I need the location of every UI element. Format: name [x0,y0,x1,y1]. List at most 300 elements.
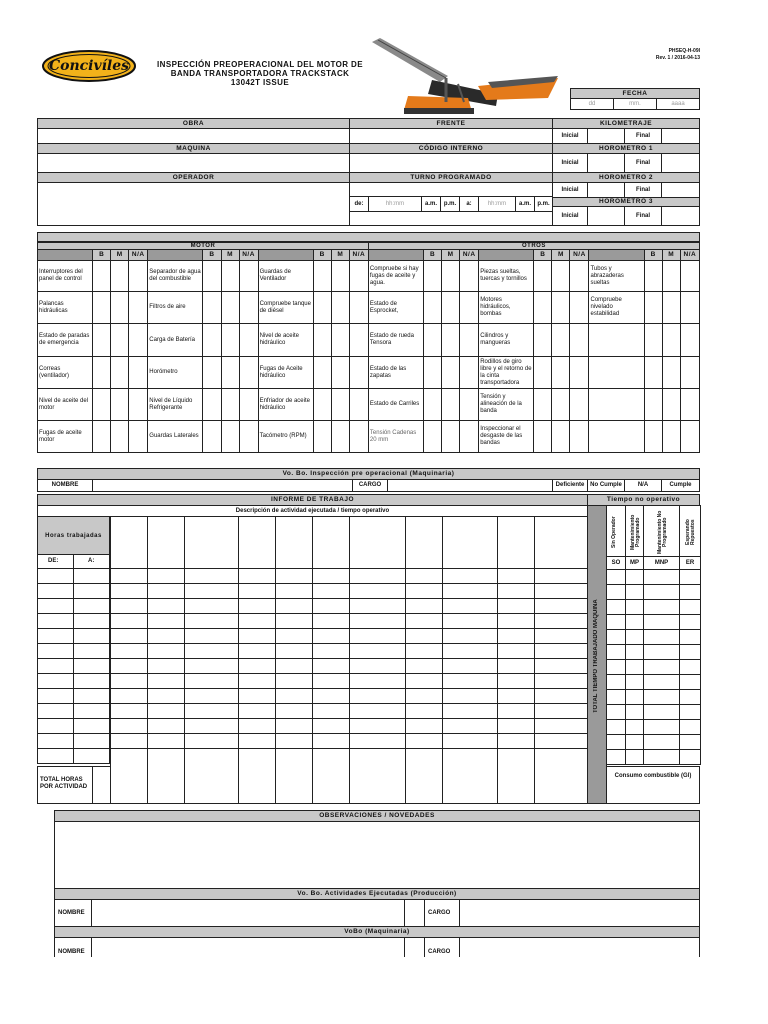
nonop-cell[interactable] [679,599,701,615]
checklist-check-cell[interactable] [644,292,662,324]
checklist-check-cell[interactable] [424,261,442,292]
vobo-act-spacer [404,899,425,927]
checklist-check-cell[interactable] [570,324,589,357]
nonop-cell[interactable] [625,599,644,615]
nonop-cell[interactable] [643,614,680,630]
nonop-cell[interactable] [606,734,626,750]
checklist-item-label: Tacómetro (RPM) [258,421,313,453]
nonop-cell[interactable] [679,614,701,630]
h3-final-field[interactable] [661,206,700,226]
checklist-item-label: Estado de las zapatas [368,357,423,389]
nonop-cell[interactable] [606,599,626,615]
checklist-check-cell[interactable] [331,292,349,324]
checklist-check-cell[interactable] [349,292,368,324]
checklist-check-cell[interactable] [239,292,258,324]
checklist-check-cell[interactable] [331,421,349,453]
checklist-check-cell[interactable] [442,357,460,389]
checklist-item-label: Tubos y abrazaderas sueltas [589,261,644,292]
km-inicial-field[interactable] [587,128,625,144]
checklist-check-cell[interactable] [662,421,680,453]
checklist-check-cell[interactable] [111,357,129,389]
operador-field[interactable] [37,182,350,226]
total-horas-label: TOTAL HORAS POR ACTIVIDAD [37,766,93,804]
checklist-check-cell[interactable] [221,357,239,389]
checklist-check-cell[interactable] [93,421,111,453]
checklist-check-cell[interactable] [424,357,442,389]
checklist-check-cell[interactable] [534,357,552,389]
checklist-item-label: Fugas de aceite motor [38,421,93,453]
checklist-check-cell[interactable] [534,292,552,324]
maquina-field[interactable] [37,153,350,173]
doc-revision: Rev. 1 / 2016-04-13 [655,55,700,61]
observaciones-field[interactable] [54,821,700,889]
activity-column[interactable] [497,516,535,804]
turno-a-am[interactable]: a.m. [515,196,535,212]
nonop-cell[interactable] [606,569,626,585]
checklist-check-cell[interactable] [662,261,680,292]
checklist-check-cell[interactable] [111,421,129,453]
nonop-cell[interactable] [643,674,680,690]
activity-column[interactable] [110,516,148,804]
checklist-check-cell[interactable] [203,324,221,357]
vobo1-nombre-label: NOMBRE [37,479,93,492]
checklist-check-cell[interactable] [460,357,479,389]
checklist-item-label: Horómetro [148,357,203,389]
a-time-cell[interactable] [73,688,110,704]
checklist-item-label [589,421,644,453]
activity-column[interactable] [275,516,313,804]
frente-header: FRENTE [349,118,553,129]
observaciones-header: OBSERVACIONES / NOVEDADES [54,810,700,822]
checklist-check-cell[interactable] [111,389,129,421]
checklist-check-cell[interactable] [534,389,552,421]
activity-row-line [110,568,588,569]
checklist-check-cell[interactable] [460,389,479,421]
de-time-cell[interactable] [37,658,74,674]
nonop-col-header [606,505,626,557]
activity-row-line [110,583,588,584]
km-inicial-label: Inicial [552,128,588,144]
checklist-check-cell[interactable] [460,261,479,292]
nonop-cell[interactable] [643,734,680,750]
checklist-check-cell[interactable] [239,324,258,357]
turno-a-pm[interactable]: p.m. [534,196,553,212]
nonop-cell[interactable] [625,749,644,765]
checklist-check-cell[interactable] [203,421,221,453]
h2-inicial-field[interactable] [587,182,625,198]
nonop-cell[interactable] [679,719,701,735]
checklist-item-label [589,324,644,357]
checklist-check-cell[interactable] [203,261,221,292]
checklist-item-label: Guardas de Ventilador [258,261,313,292]
nonop-cell[interactable] [679,584,701,600]
checklist-check-cell[interactable] [313,421,331,453]
checklist-check-cell[interactable] [313,292,331,324]
vobo-act-nombre-label: NOMBRE [54,899,92,927]
de-time-cell[interactable] [37,718,74,734]
horometro2-header: HOROMETRO 2 [552,172,700,183]
de-time-cell[interactable] [37,688,74,704]
turno-de-pm[interactable]: p.m. [440,196,460,212]
de-time-cell[interactable] [37,673,74,689]
nonop-cell[interactable] [679,629,701,645]
checklist-table [37,242,700,453]
checklist-check-cell[interactable] [680,292,699,324]
checklist-item-label: Tensión y alineación de la banda [479,389,534,421]
de-time-cell[interactable] [37,583,74,599]
nonop-cell[interactable] [625,629,644,645]
checklist-check-cell[interactable] [460,421,479,453]
nonop-col-label: Mantenimiento Programado [629,514,641,550]
vobo1-nombre-field[interactable] [92,479,353,492]
nonop-cell[interactable] [679,704,701,720]
checklist-check-cell[interactable] [644,261,662,292]
checklist-check-cell[interactable] [111,261,129,292]
codigo-field[interactable] [349,153,553,173]
a-time-cell[interactable] [73,613,110,629]
checklist-check-cell[interactable] [349,324,368,357]
activity-row-line [110,643,588,644]
checklist-item-label [589,389,644,421]
horometro1-header: HOROMETRO 1 [552,143,700,154]
checklist-check-cell[interactable] [424,324,442,357]
checklist-check-cell[interactable] [331,324,349,357]
de-time-cell[interactable] [37,628,74,644]
de-time-cell[interactable] [37,598,74,614]
checklist-check-cell[interactable] [680,421,699,453]
activity-column[interactable] [442,516,498,804]
frente-field[interactable] [349,128,553,144]
checklist-row [38,324,700,357]
fecha-dd[interactable]: dd [570,98,614,110]
nonop-cell[interactable] [625,644,644,660]
checklist-check-cell[interactable] [239,261,258,292]
checklist-item-label: Estado de rueda Tensora [368,324,423,357]
a-time-cell[interactable] [73,703,110,719]
vobo-act-nombre-field[interactable] [91,899,405,927]
vobo-maq-spacer [404,937,425,957]
km-final-label: Final [624,128,662,144]
checklist-check-cell[interactable] [570,421,589,453]
checklist-check-cell[interactable] [129,357,148,389]
checklist-check-cell[interactable] [203,389,221,421]
checklist-check-cell[interactable] [424,421,442,453]
a-time-cell[interactable] [73,718,110,734]
checklist-check-cell[interactable] [680,389,699,421]
activity-row-line [110,748,588,749]
checklist-check-cell[interactable] [331,261,349,292]
turno-a-time[interactable]: hh:mm [478,196,516,212]
na-label[interactable]: N/A [624,479,662,492]
nonop-cell[interactable] [625,569,644,585]
activity-row-line [110,688,588,689]
checklist-check-cell[interactable] [313,389,331,421]
obra-header: OBRA [37,118,350,129]
checklist-check-cell[interactable] [442,292,460,324]
vobo-maq-nombre-field[interactable] [91,937,405,957]
total-horas-field[interactable] [92,766,111,804]
h2-final-field[interactable] [661,182,700,198]
activity-column[interactable] [147,516,185,804]
nonop-cell[interactable] [625,614,644,630]
checklist-check-cell[interactable] [111,324,129,357]
h1-inicial-field[interactable] [587,153,625,173]
fecha-mm[interactable]: mm. [613,98,657,110]
informe-grid [37,516,588,804]
nonop-cell[interactable] [606,659,626,675]
activity-column[interactable] [405,516,443,804]
checklist-check-cell[interactable] [662,324,680,357]
nonop-code: ER [679,556,701,570]
nonop-cell[interactable] [643,719,680,735]
checklist-check-cell[interactable] [203,357,221,389]
checklist-check-cell[interactable] [460,292,479,324]
checklist-check-cell[interactable] [239,421,258,453]
nonop-cell[interactable] [679,734,701,750]
cumple-label[interactable]: Cumple [661,479,700,492]
checklist-item-label: Compruebe tanque de diésel [258,292,313,324]
checklist-check-cell[interactable] [680,324,699,357]
nonop-cell[interactable] [606,749,626,765]
a-time-cell[interactable] [73,673,110,689]
checklist-check-cell[interactable] [570,357,589,389]
nonop-cell[interactable] [606,614,626,630]
turno-de-time[interactable]: hh:mm [368,196,422,212]
de-time-cell[interactable] [37,733,74,749]
a-label: A: [73,554,110,569]
nonop-cell[interactable] [606,584,626,600]
nonop-cell[interactable] [679,689,701,705]
checklist-check-cell[interactable] [644,357,662,389]
nonop-cell[interactable] [679,644,701,660]
checklist-check-cell[interactable] [129,421,148,453]
nonop-cell[interactable] [679,749,701,765]
checklist-check-cell[interactable] [349,261,368,292]
checklist-check-cell[interactable] [662,292,680,324]
checklist-check-cell[interactable] [239,389,258,421]
activity-row-line [110,733,588,734]
km-final-field[interactable] [661,128,700,144]
vobo-act-cargo-field[interactable] [459,899,700,927]
checklist-item-label: Motores hidráulicos, bombas [479,292,534,324]
checklist-check-cell[interactable] [680,261,699,292]
nonop-cell[interactable] [643,599,680,615]
obra-field[interactable] [37,128,350,144]
nonop-cell[interactable] [625,719,644,735]
checklist-item-label: Carga de Batería [148,324,203,357]
h1-inicial-label: Inicial [552,153,588,173]
checklist-check-cell[interactable] [534,261,552,292]
checklist-check-cell[interactable] [552,292,570,324]
nonop-cell[interactable] [643,629,680,645]
checklist-row [38,292,700,324]
nonop-col-header [679,505,701,557]
nonop-cell[interactable] [679,569,701,585]
checklist-item-label: Guardas Laterales [148,421,203,453]
h3-inicial-field[interactable] [587,206,625,226]
de-time-cell[interactable] [37,568,74,584]
a-time-cell[interactable] [73,568,110,584]
checklist-check-cell[interactable] [552,357,570,389]
activity-column[interactable] [238,516,276,804]
nonop-cell[interactable] [606,674,626,690]
checklist-check-cell[interactable] [552,421,570,453]
a-time-cell[interactable] [73,658,110,674]
a-time-cell[interactable] [73,598,110,614]
checklist-check-cell[interactable] [93,324,111,357]
turno-a-label: a: [459,196,479,212]
checklist-item-label: Tensión Cadenas 20 mm [368,421,423,453]
de-time-cell[interactable] [37,703,74,719]
nonop-cell[interactable] [606,704,626,720]
turno-de-am[interactable]: a.m. [421,196,441,212]
nonop-cell[interactable] [643,704,680,720]
nonop-cell[interactable] [625,734,644,750]
fecha-aaaa[interactable]: aaaa [656,98,700,110]
h3-inicial-label: Inicial [552,206,588,226]
nonop-cell[interactable] [606,719,626,735]
checklist-check-cell[interactable] [460,324,479,357]
vobo1-cargo-field[interactable] [387,479,553,492]
checklist-check-cell[interactable] [442,421,460,453]
nonop-cell[interactable] [643,584,680,600]
activity-column[interactable] [184,516,239,804]
nonop-cell[interactable] [643,644,680,660]
checklist-check-cell[interactable] [221,292,239,324]
checklist-check-cell[interactable] [552,324,570,357]
checklist-item-label: Estado de Esprocket, [368,292,423,324]
nonop-cell[interactable] [625,689,644,705]
checklist-check-cell[interactable] [570,389,589,421]
checklist-row [38,357,700,389]
checklist-check-cell[interactable] [424,389,442,421]
de-time-cell[interactable] [37,643,74,659]
logo-text: Concivíles [48,58,130,74]
checklist-row [38,261,700,292]
nonop-cell[interactable] [625,704,644,720]
checklist-item-label: Compruebe nivelado estabilidad [589,292,644,324]
checklist-item-label: Estado de Carriles [368,389,423,421]
nonop-cell[interactable] [643,689,680,705]
nonop-cell[interactable] [606,689,626,705]
activity-row-line [110,673,588,674]
nonop-cell[interactable] [643,659,680,675]
checklist-check-cell[interactable] [442,389,460,421]
checklist-check-cell[interactable] [111,292,129,324]
vobo-maq-nombre-label: NOMBRE [54,937,92,957]
nonop-cell[interactable] [625,674,644,690]
nonop-cell[interactable] [679,674,701,690]
checklist-check-cell[interactable] [570,261,589,292]
checklist-item-label: Estado de paradas de emergencia [38,324,93,357]
checklist-check-cell[interactable] [129,324,148,357]
checklist-item-label: Nivel de aceite hidráulico [258,324,313,357]
nonop-cell[interactable] [625,584,644,600]
no-cumple-label[interactable]: No Cumple [587,479,625,492]
checklist-check-cell[interactable] [331,357,349,389]
checklist-check-cell[interactable] [93,292,111,324]
checklist-check-cell[interactable] [221,324,239,357]
activity-column[interactable] [312,516,350,804]
nonop-cell[interactable] [643,569,680,585]
checklist-check-cell[interactable] [662,357,680,389]
checklist-check-cell[interactable] [129,389,148,421]
checklist-check-cell[interactable] [93,261,111,292]
checklist-check-cell[interactable] [570,292,589,324]
checklist-item-label: Piezas sueltas, tuercas y tornillos [479,261,534,292]
h1-final-label: Final [624,153,662,173]
h2-final-label: Final [624,182,662,198]
activity-column[interactable] [349,516,406,804]
checklist-check-cell[interactable] [313,324,331,357]
activity-column[interactable] [534,516,589,804]
checklist-check-cell[interactable] [442,324,460,357]
checklist-check-cell[interactable] [239,357,258,389]
checklist-check-cell[interactable] [221,261,239,292]
checklist-item-label: Palancas hidráulicas [38,292,93,324]
checklist-check-cell[interactable] [221,421,239,453]
deficiente-label[interactable]: Deficiente [552,479,588,492]
de-time-cell[interactable] [37,748,74,764]
checklist-check-cell[interactable] [442,261,460,292]
a-time-cell[interactable] [73,628,110,644]
vobo1-cargo-label: CARGO [352,479,388,492]
nonop-col-label: Mantenimiento No Programado [656,510,668,554]
checklist-check-cell[interactable] [644,389,662,421]
nonop-cell[interactable] [643,749,680,765]
checklist-check-cell[interactable] [93,389,111,421]
checklist-check-cell[interactable] [644,421,662,453]
h1-final-field[interactable] [661,153,700,173]
vobo-inspeccion-header: Vo. Bo. Inspección pre operacional (Maquinaria) [37,468,700,480]
checklist-check-cell[interactable] [93,357,111,389]
a-time-cell[interactable] [73,748,110,764]
vobo-maq-cargo-label: CARGO [424,937,460,957]
vobo-maq-cargo-field[interactable] [459,937,700,957]
checklist-check-cell[interactable] [552,261,570,292]
checklist-check-cell[interactable] [349,357,368,389]
checklist-check-cell[interactable] [552,389,570,421]
checklist-check-cell[interactable] [221,389,239,421]
checklist-check-cell[interactable] [349,389,368,421]
checklist-check-cell[interactable] [349,421,368,453]
checklist-check-cell[interactable] [534,421,552,453]
horometro3-header: HOROMETRO 3 [552,197,700,207]
nonop-cell[interactable] [606,629,626,645]
nonop-cell[interactable] [625,659,644,675]
nonop-cell[interactable] [606,644,626,660]
checklist-check-cell[interactable] [129,292,148,324]
checklist-item-label: Interruptores del panel de control [38,261,93,292]
checklist-check-cell[interactable] [313,261,331,292]
nonop-cell[interactable] [679,659,701,675]
checklist-check-cell[interactable] [313,357,331,389]
activity-row-line [110,658,588,659]
checklist-check-cell[interactable] [662,389,680,421]
de-time-cell[interactable] [37,613,74,629]
checklist-check-cell[interactable] [424,292,442,324]
checklist-check-cell[interactable] [644,324,662,357]
nonop-col-label: Esperando Repuestos [685,519,696,545]
checklist-check-cell[interactable] [203,292,221,324]
a-time-cell[interactable] [73,583,110,599]
a-time-cell[interactable] [73,643,110,659]
checklist-check-cell[interactable] [680,357,699,389]
checklist-check-cell[interactable] [534,324,552,357]
a-time-cell[interactable] [73,733,110,749]
checklist-check-cell[interactable] [129,261,148,292]
checklist-check-cell[interactable] [331,389,349,421]
